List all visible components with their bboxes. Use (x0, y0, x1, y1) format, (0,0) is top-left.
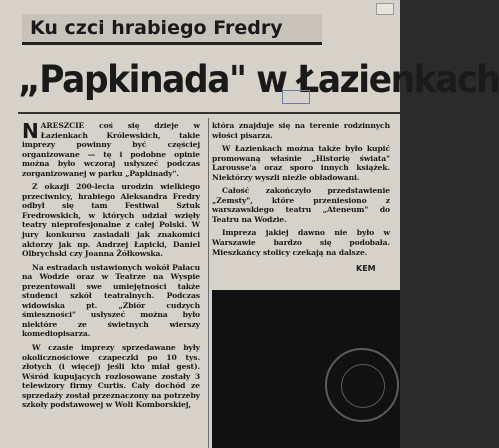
article-paragraph-2: Z okazji 200-lecia urodzin wielkiego przeciwnicy, hrabiego Aleksandra Fredry odbył się tam Festiwal Sztuk Fredrowskich, w których udział wzięły teatry nieprofesjonalne z całej Polski. W jury konkursu zasiadali jak znakomici aktorzy jak np. Andrzej Łapicki, Daniel Olbrychski czy Joanna Żółkowska. (22, 182, 200, 259)
article-paragraph-8: Impreza jakiej dawno nie było w Warszawie bardzo się podobała. Mieszkańcy stolicy czekają na dalsze. (212, 228, 390, 257)
column-divider (208, 118, 209, 448)
drop-cap: N (22, 119, 39, 143)
author-signature: KEM (356, 264, 376, 273)
article-paragraph-6: W Łazienkach można także było kupić promowaną właśnie „Historię świata" Larousse'a oraz sporo innych książek. Niektórzy wyszli nieźle obładowani. (212, 144, 390, 182)
archive-seal (325, 348, 399, 422)
kicker-text: Ku czci hrabiego Fredry (30, 17, 283, 39)
article-paragraph-4: W czasie imprezy sprzedawane były okolicznościowe czapeczki po 10 tys. złotych (i więcej) jeśli kto miał gest). Wśród kupujących rozlosowane zostały 3 telewizory firmy Curtis. Cały dochód ze sprzedaży został przeznaczony na potrzeby szkoły podstawowej w Woli Komborskiej, (22, 343, 200, 410)
article-paragraph-7: Całość zakończyło przedstawienie „Zemsty", które przeniesiono z warszawskiego teatru „Ateneum" do Teatru na Wodzie. (212, 186, 390, 224)
headline: „Papkinada" w Łazienkach (18, 58, 499, 101)
kicker-bar (22, 14, 322, 45)
article-paragraph-1 (22, 121, 200, 178)
archive-stamp (282, 90, 310, 104)
article-paragraph-3: Na estradach ustawionych wokół Pałacu na Wodzie oraz w Teatrze na Wyspie prezentowali swe umiejętności także studenci szkół teatralnych. Podczas widowiska pt. „Zbiór cudzych śmieszności" usłyszeć można było niektóre ze świetnych wierszy komediopisarza. (22, 262, 200, 339)
article-left-column (22, 121, 200, 414)
paragraph-text: ARESZCIE coś się dzieje w Łazienkach Królewskich, takie imprezy powinny być częściej organizowane — tę i podobne opinie można było wczoraj usłyszeć podczas zorganizowanej w parku „Papkinady". (22, 121, 200, 178)
article-paragraph-5: która znajduje się na terenie rodzinnych włości pisarza. (212, 121, 390, 140)
seal-emblem (341, 364, 385, 408)
headline-rule (18, 112, 400, 114)
article-right-column (212, 121, 390, 261)
archive-tag (376, 3, 394, 15)
